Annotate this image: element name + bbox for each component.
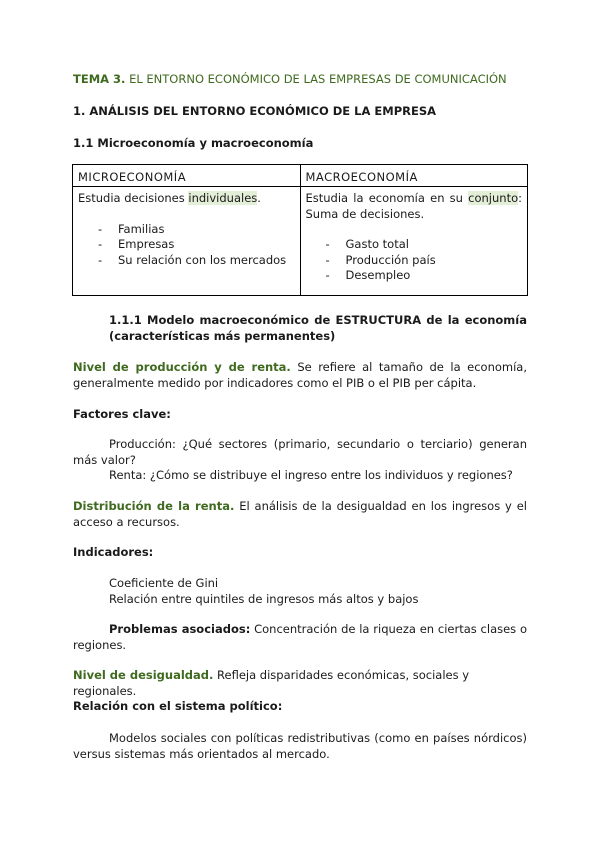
distribucion-paragraph: Distribución de la renta. El análisis de la desigualdad en los ingresos y el acceso a recursos. bbox=[73, 499, 527, 529]
factor-produccion: Producción: ¿Qué sectores (primario, secundario o terciario) generan más valor? bbox=[73, 437, 527, 467]
desigualdad-term: Nivel de desigualdad. bbox=[73, 668, 214, 682]
list-item: - Gasto total bbox=[326, 237, 523, 253]
cell-micro bbox=[73, 187, 301, 296]
indicador-gini: Coeficiente de Gini bbox=[109, 576, 219, 590]
indicadores-list bbox=[73, 576, 527, 607]
header-macro: MACROECONOMÍA bbox=[300, 165, 528, 187]
macro-list bbox=[306, 237, 523, 284]
table-row bbox=[73, 187, 528, 296]
highlight-individuales: individuales bbox=[188, 191, 258, 205]
micro-description: Estudia decisiones individuales. bbox=[78, 191, 261, 205]
list-item: - Su relación con los mercados bbox=[98, 253, 295, 269]
factor-renta: Renta: ¿Cómo se distribuye el ingreso entre los individuos y regiones? bbox=[109, 468, 513, 482]
list-item: - Empresas bbox=[98, 237, 295, 253]
relacion-paragraph: Modelos sociales con políticas redistributivas (como en países nórdicos) versus sistemas más orientados al mercado. bbox=[73, 731, 527, 761]
indicador-quintiles: Relación entre quintiles de ingresos más altos y bajos bbox=[109, 591, 419, 606]
table-header-row bbox=[73, 165, 528, 187]
macro-description: Estudia la economía en su conjunto: Suma de decisiones. bbox=[305, 191, 522, 221]
factores-heading: Factores clave: bbox=[73, 407, 171, 421]
list-item: - Producción país bbox=[326, 253, 523, 269]
comparison-table bbox=[72, 164, 528, 296]
section-heading-1-1: 1.1 Microeconomía y macroeconomía bbox=[73, 136, 314, 150]
tema-title: EL ENTORNO ECONÓMICO DE LAS EMPRESAS DE COMUNICACIÓN bbox=[129, 72, 507, 86]
nivel-produccion-term: Nivel de producción y de renta. bbox=[73, 360, 291, 374]
tema-label: TEMA 3. bbox=[73, 72, 126, 86]
indicadores-heading: Indicadores: bbox=[73, 545, 154, 559]
problemas-paragraph: Problemas asociados: Concentración de la riqueza en ciertas clases o regiones. bbox=[73, 622, 527, 652]
section-heading-1-1-1: 1.1.1 Modelo macroeconómico de ESTRUCTURA de la economía (características más permanentes) bbox=[109, 313, 527, 343]
list-item: - Familias bbox=[98, 222, 295, 238]
distribucion-term: Distribución de la renta. bbox=[73, 499, 235, 513]
nivel-produccion-paragraph: Nivel de producción y de renta. Se refiere al tamaño de la economía, generalmente medido por indicadores como el PIB o el PIB per cápita. bbox=[73, 360, 527, 390]
micro-list bbox=[78, 222, 295, 269]
highlight-conjunto: conjunto bbox=[468, 191, 519, 205]
cell-macro bbox=[300, 187, 528, 296]
section-heading-1: 1. ANÁLISIS DEL ENTORNO ECONÓMICO DE LA EMPRESA bbox=[73, 104, 437, 118]
problemas-term: Problemas asociados: bbox=[109, 622, 251, 636]
relacion-heading: Relación con el sistema político: bbox=[73, 699, 283, 713]
header-micro: MICROECONOMÍA bbox=[73, 165, 301, 187]
document-title bbox=[73, 72, 527, 88]
factores-list bbox=[73, 437, 527, 484]
list-item: - Desempleo bbox=[326, 268, 523, 284]
desigualdad-paragraph: Nivel de desigualdad. Refleja disparidades económicas, sociales y regionales. bbox=[73, 668, 470, 698]
